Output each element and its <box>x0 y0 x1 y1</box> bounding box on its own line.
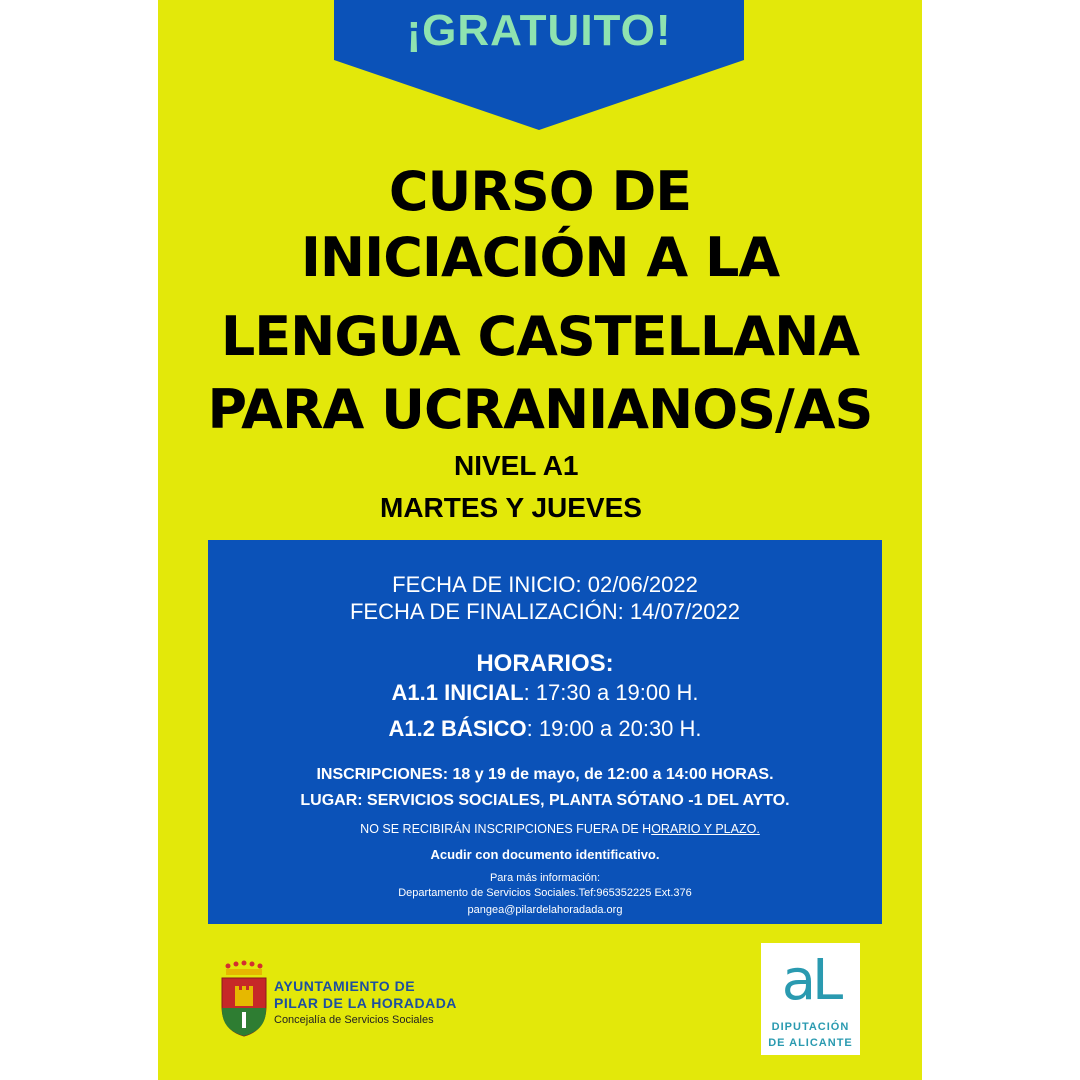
horarios-title: HORARIOS: <box>476 650 614 677</box>
ayuntamiento-line-1: AYUNTAMIENTO DE <box>274 978 416 994</box>
schedule-row <box>208 716 882 742</box>
lugar-text: LUGAR: SERVICIOS SOCIALES, PLANTA SÓTANO -1 DEL AYTO. <box>300 792 790 809</box>
diputacion-line-1: DIPUTACIÓN <box>771 1021 850 1033</box>
title-line-2: INICIACIÓN A LA <box>300 226 780 289</box>
diputacion-logo <box>761 943 860 1055</box>
title-line-3: LENGUA CASTELLANA <box>220 305 860 368</box>
poster <box>158 0 922 1080</box>
ayuntamiento-line-2: PILAR DE LA HORADADA <box>274 995 457 1011</box>
schedule-time: : 19:00 a 20:30 H. <box>526 716 702 741</box>
inscripciones-text: INSCRIPCIONES: 18 y 19 de mayo, de 12:00 a 14:00 HORAS. <box>316 766 774 783</box>
department-contact: Departamento de Servicios Sociales.Tef:965352225 Ext.376 <box>398 887 692 899</box>
level-label: NIVEL A1 <box>454 450 579 481</box>
title-line-1: CURSO DE <box>388 160 692 223</box>
email-link[interactable]: pangea@pilardelahoradada.org <box>467 904 623 916</box>
schedule-row <box>208 680 882 706</box>
coat-of-arms-icon <box>220 960 268 1038</box>
info-box <box>208 540 882 924</box>
more-info-label: Para más información: <box>489 872 601 884</box>
ayuntamiento-line-3: Concejalía de Servicios Sociales <box>274 1014 434 1026</box>
end-date: FECHA DE FINALIZACIÓN: 14/07/2022 <box>349 599 741 624</box>
schedule-name: A1.2 BÁSICO <box>388 716 527 741</box>
schedule-name: A1.1 INICIAL <box>391 680 524 705</box>
free-banner <box>334 0 744 130</box>
ayuntamiento-text <box>274 978 457 1028</box>
title-line-4: PARA UCRANIANOS/AS <box>207 378 873 441</box>
notice-underlined: ORARIO Y PLAZO. <box>651 822 760 836</box>
notice-text <box>208 822 882 836</box>
days-label: MARTES Y JUEVES <box>380 492 642 523</box>
document-note: Acudir con documento identificativo. <box>430 847 660 862</box>
diputacion-line-2: DE ALICANTE <box>768 1037 853 1049</box>
schedule-time: : 17:30 a 19:00 H. <box>523 680 699 705</box>
banner-text: ¡GRATUITO! <box>406 6 672 55</box>
start-date: FECHA DE INICIO: 02/06/2022 <box>392 572 698 597</box>
ayuntamiento-logo <box>220 960 550 1040</box>
diputacion-mark-icon: aL <box>781 948 840 1013</box>
notice-part: NO SE RECIBIRÁN INSCRIPCIONES FUERA DE H <box>360 822 652 836</box>
